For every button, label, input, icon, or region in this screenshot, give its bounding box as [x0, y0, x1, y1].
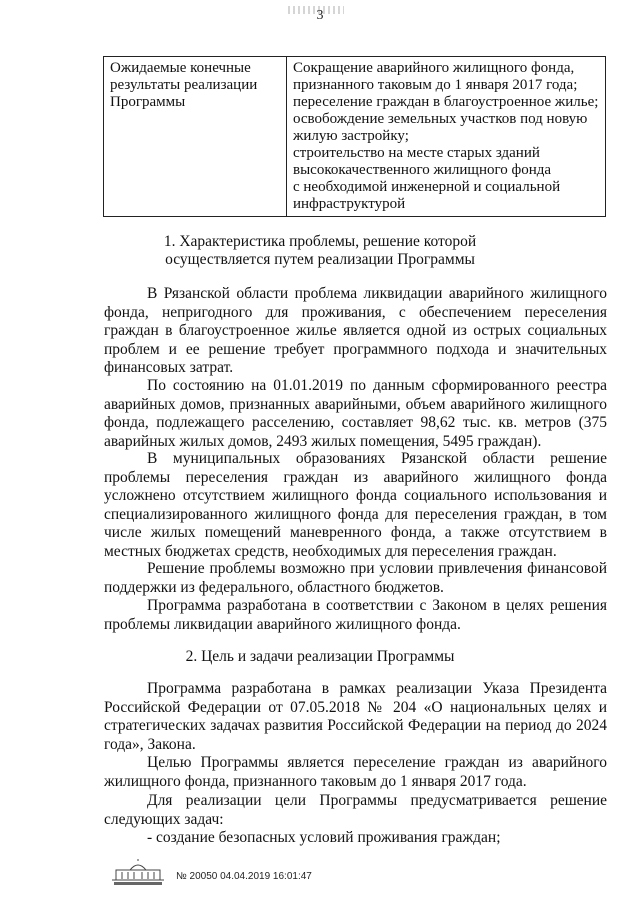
- table-value-cell: [287, 57, 606, 217]
- value-line: строительство на месте старых зданий: [293, 145, 540, 161]
- value-line: жилую застройку;: [293, 128, 409, 144]
- section-2-heading: 2. Цель и задачи реализации Программы: [185, 648, 455, 665]
- value-line: высококачественного жилищного фонда: [293, 162, 552, 178]
- section-1-paragraph-2: По состоянию на 01.01.2019 по данным сформированного реестра аварийных домов, признанных аварийными, объем аварийного жилищного фонда, подлежащего расселению, составляет 98,62 тыс. кв. метров (375 аварийных жилых домов, 2493 жилых помещения, 5495 граждан).: [104, 377, 607, 450]
- label-line: результаты реализации: [110, 77, 258, 93]
- section-2-paragraph-1: Программа разработана в рамках реализации Указа Президента Российской Федерации от 07.05.2018 № 204 «О национальных целях и стратегических задачах развития Российской Федерации на период до 2024 года», Закона.: [104, 680, 607, 753]
- table-row: [104, 57, 606, 217]
- value-line: инфраструктурой: [293, 196, 406, 212]
- table-label-cell: [104, 57, 287, 217]
- expected-results-table: [103, 56, 606, 217]
- page-number: 3: [316, 8, 324, 23]
- value-line: освобождение земельных участков под новую: [293, 111, 588, 127]
- heading-line: 1. Характеристика проблемы, решение которой: [163, 233, 477, 250]
- label-line: Ожидаемые конечные: [110, 60, 251, 76]
- section-2-paragraph-4: - создание безопасных условий проживания граждан;: [147, 829, 501, 846]
- value-line: Сокращение аварийного жилищного фонда,: [293, 60, 575, 76]
- section-1-paragraph-1: В Рязанской области проблема ликвидации аварийного жилищного фонда, непригодного для проживания, с обеспечением переселения граждан в благоустроенное жилье является одной из острых социальных проблем и ее решение требует программного подхода и значительных финансовых затрат.: [104, 285, 607, 376]
- section-1-heading: [120, 233, 520, 269]
- registration-stamp: № 20050 04.04.2019 16:01:47: [176, 871, 312, 882]
- value-line: переселение граждан в благоустроенное жилье;: [293, 94, 599, 110]
- value-line: с необходимой инженерной и социальной: [293, 179, 561, 195]
- section-1-paragraph-5: Программа разработана в соответствии с Законом в целях решения проблемы ликвидации аварийного жилищного фонда.: [104, 597, 607, 633]
- heading-line: осуществляется путем реализации Программы: [165, 251, 475, 268]
- label-line: Программы: [110, 94, 186, 110]
- section-1-paragraph-4: Решение проблемы возможно при условии привлечения финансовой поддержки из федерального, областного бюджетов.: [104, 560, 607, 596]
- section-2-paragraph-2: Целью Программы является переселение граждан из аварийного жилищного фонда, признанного таковым до 1 января 2017 года.: [104, 754, 607, 790]
- government-building-stamp-icon: [108, 858, 168, 886]
- section-1-paragraph-3: В муниципальных образованиях Рязанской области решение проблемы переселения граждан из аварийного жилищного фонда усложнено отсутствием жилищного фонда социального использования и специализированного жилищного фонда для переселения граждан, в том числе жилых помещений маневренного фонда, а также отсутствием в местных бюджетах средств, необходимых для переселения граждан.: [104, 450, 607, 560]
- value-line: признанного таковым до 1 января 2017 года;: [293, 77, 578, 93]
- section-2-paragraph-3: Для реализации цели Программы предусматривается решение следующих задач:: [104, 792, 607, 828]
